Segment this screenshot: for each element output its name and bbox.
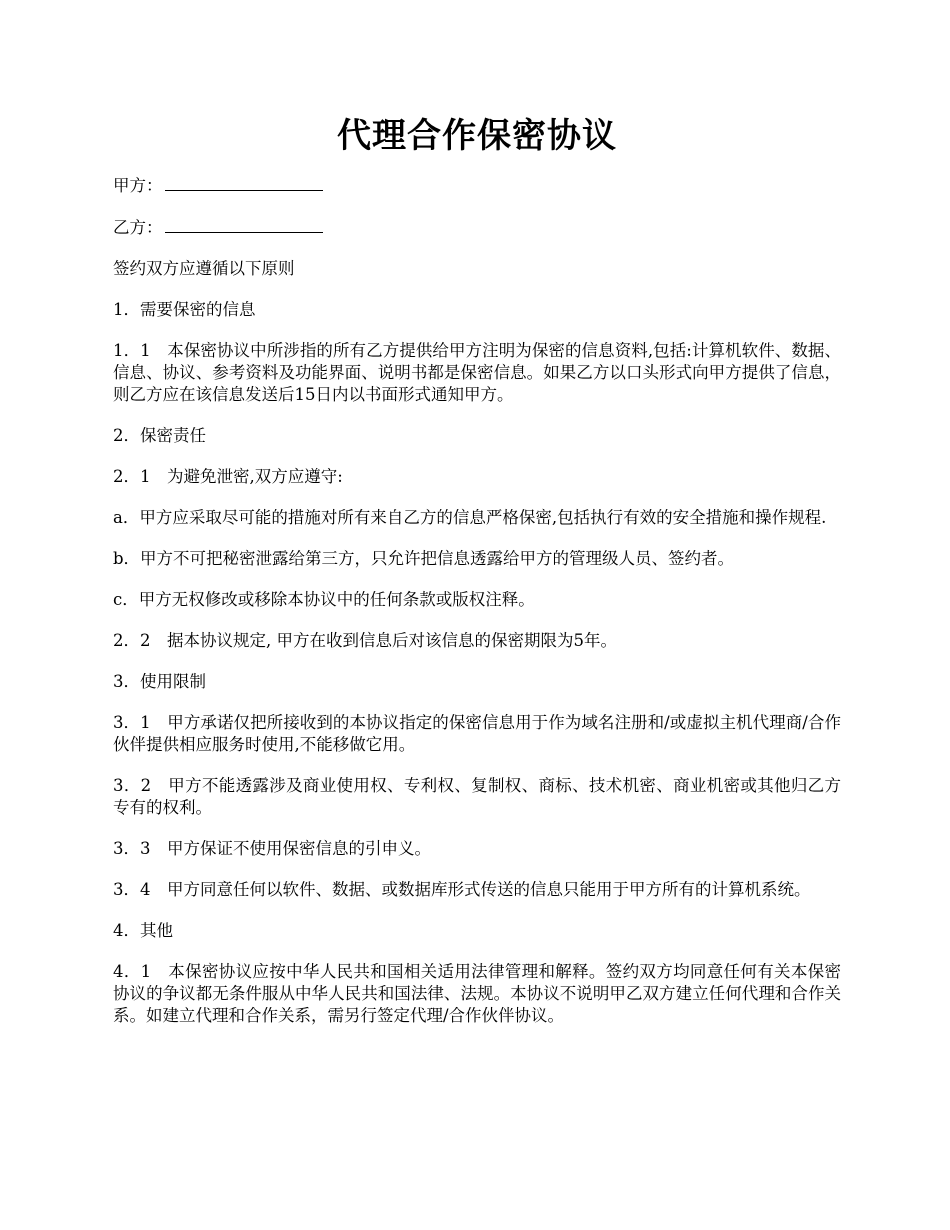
clause-3-3: 3．3 甲方保证不使用保密信息的引申义。 xyxy=(113,839,431,858)
clause-1-1: 1．1 本保密协议中所涉指的所有乙方提供给甲方注明为保密的信息资料,包括:计算机软件、数据、信息、协议、参考资料及功能界面、说明书都是保密信息。如果乙方以口头形式向甲方提供了信息，则乙方应在该信息发送后15日内以书面形式通知甲方。 xyxy=(113,341,841,404)
document-title: 代理合作保密协议 xyxy=(337,116,617,156)
section-4-heading: 4．其他 xyxy=(113,921,173,940)
clause-3-4: 3．4 甲方同意任何以软件、数据、或数据库形式传送的信息只能用于甲方所有的计算机系统。 xyxy=(113,880,811,899)
party-a-blank xyxy=(165,174,323,191)
intro-principle: 签约双方应遵循以下原则 xyxy=(113,259,295,278)
clause-2-1-c: c．甲方无权修改或移除本协议中的任何条款或版权注释。 xyxy=(113,590,535,609)
party-b-line xyxy=(113,216,841,239)
clause-2-2: 2．2 据本协议规定, 甲方在收到信息后对该信息的保密期限为5年。 xyxy=(113,631,617,650)
section-1-heading: 1．需要保密的信息 xyxy=(113,300,256,319)
clause-3-2: 3．2 甲方不能透露涉及商业使用权、专利权、复制权、商标、技术机密、商业机密或其他归乙方专有的权利。 xyxy=(113,776,841,817)
clause-2-1: 2．1 为避免泄密,双方应遵守: xyxy=(113,467,343,486)
party-b-blank xyxy=(165,216,323,233)
party-a-label: 甲方： xyxy=(113,176,163,195)
section-3-heading: 3．使用限制 xyxy=(113,672,206,691)
party-b-label: 乙方： xyxy=(113,218,163,237)
section-2-heading: 2．保密责任 xyxy=(113,426,206,445)
clause-2-1-b: b．甲方不可把秘密泄露给第三方，只允许把信息透露给甲方的管理级人员、签约者。 xyxy=(113,549,735,568)
party-a-line xyxy=(113,174,841,197)
clause-2-1-a: a．甲方应采取尽可能的措施对所有来自乙方的信息严格保密,包括执行有效的安全措施和操作规程. xyxy=(113,508,827,527)
document-page xyxy=(113,110,841,1046)
clause-3-1: 3．1 甲方承诺仅把所接收到的本协议指定的保密信息用于作为域名注册和/或虚拟主机代理商/合作伙伴提供相应服务时使用,不能移做它用。 xyxy=(113,713,841,754)
clause-4-1: 4．1 本保密协议应按中华人民共和国相关适用法律管理和解释。签约双方均同意任何有关本保密协议的争议都无条件服从中华人民共和国法律、法规。本协议不说明甲乙双方建立任何代理和合作关系。如建立代理和合作关系，需另行签定代理/合作伙伴协议。 xyxy=(113,962,841,1025)
